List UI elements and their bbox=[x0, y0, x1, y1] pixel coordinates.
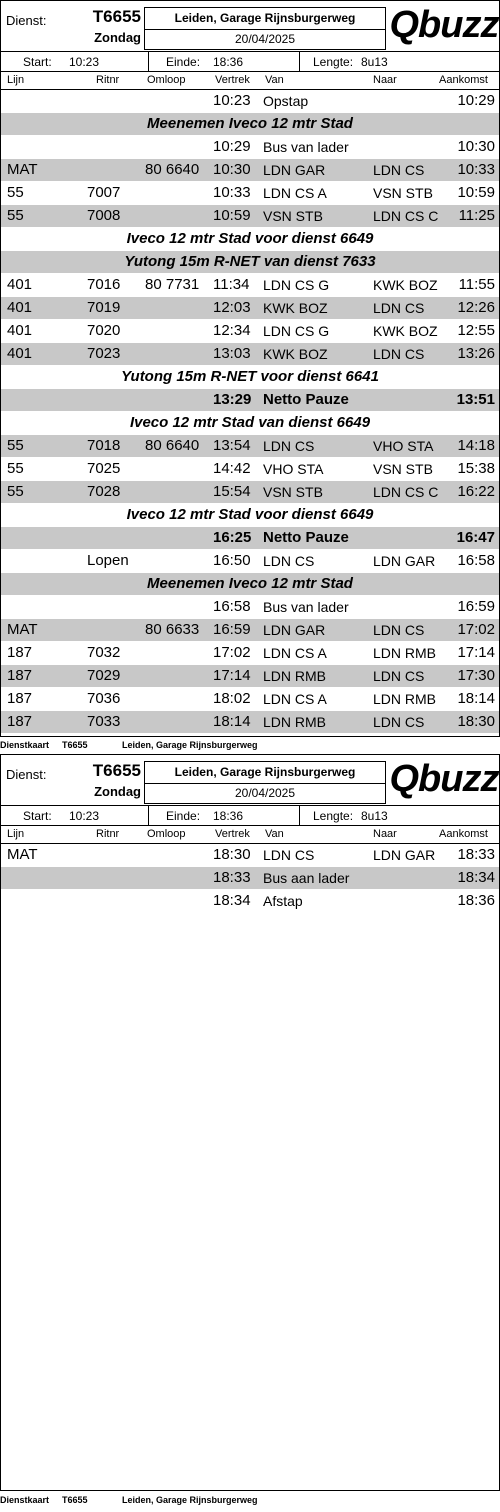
cell-vertrek: 10:59 bbox=[213, 207, 251, 224]
vehicle-note-row bbox=[1, 573, 499, 596]
cell-ritnr: 7032 bbox=[87, 644, 121, 661]
vehicle-note-row bbox=[1, 366, 499, 389]
cell-ritnr: 7007 bbox=[87, 184, 121, 201]
cell-aankomst: 12:26 bbox=[457, 299, 495, 316]
cell-van: Afstap bbox=[263, 893, 303, 909]
cell-vertrek: 18:33 bbox=[213, 869, 251, 886]
cell-naar: KWK BOZ bbox=[373, 323, 438, 339]
vehicle-note-text: Meenemen Iveco 12 mtr Stad bbox=[147, 575, 353, 592]
vehicle-note-row bbox=[1, 228, 499, 251]
trip-table bbox=[1, 90, 499, 734]
footer-code: T6655 bbox=[62, 1495, 88, 1505]
column-header-row bbox=[1, 72, 499, 90]
cell-naar: LDN RMB bbox=[373, 691, 437, 707]
cell-lijn: 55 bbox=[7, 184, 24, 201]
table-row bbox=[1, 297, 499, 320]
cell-aankomst: 10:30 bbox=[457, 138, 495, 155]
col-lijn: Lijn bbox=[7, 828, 25, 840]
times-divider bbox=[299, 806, 300, 826]
pause-row bbox=[1, 389, 499, 412]
cell-aankomst: 18:14 bbox=[457, 690, 495, 707]
cell-ritnr: 7036 bbox=[87, 690, 121, 707]
trip-table bbox=[1, 844, 499, 913]
dienst-code: T6655 bbox=[92, 761, 141, 780]
cell-van: LDN GAR bbox=[263, 162, 326, 178]
cell-lijn: 187 bbox=[7, 713, 33, 730]
cell-aankomst: 18:36 bbox=[457, 892, 495, 909]
footer-label: Dienstkaart bbox=[0, 740, 50, 750]
table-row bbox=[1, 550, 499, 573]
date-box: 20/04/2025 bbox=[144, 29, 386, 50]
dienstkaart-card bbox=[0, 0, 500, 737]
cell-van: Opstap bbox=[263, 93, 309, 109]
einde-value: 18:36 bbox=[213, 55, 244, 69]
cell-aankomst: 16:59 bbox=[457, 598, 495, 615]
cell-aankomst: 10:33 bbox=[457, 161, 495, 178]
cell-vertrek: 16:50 bbox=[213, 552, 251, 569]
cell-naar: KWK BOZ bbox=[373, 277, 438, 293]
table-row bbox=[1, 182, 499, 205]
cell-lijn: MAT bbox=[7, 621, 38, 638]
table-row bbox=[1, 688, 499, 711]
einde-label: Einde: bbox=[166, 809, 201, 823]
cell-van: VHO STA bbox=[263, 461, 324, 477]
vehicle-note-text: Yutong 15m R-NET van dienst 7633 bbox=[124, 253, 376, 270]
col-van: Van bbox=[265, 74, 284, 86]
cell-aankomst: 18:33 bbox=[457, 846, 495, 863]
table-row bbox=[1, 435, 499, 458]
cell-naar: VHO STA bbox=[373, 438, 434, 454]
cell-naar: VSN STB bbox=[373, 185, 433, 201]
cell-ritnr: 7020 bbox=[87, 322, 121, 339]
cell-van: Bus van lader bbox=[263, 139, 349, 155]
cell-aankomst: 16:58 bbox=[457, 552, 495, 569]
vehicle-note-text: Iveco 12 mtr Stad van dienst 6649 bbox=[129, 414, 371, 431]
cell-aankomst: 13:51 bbox=[456, 391, 495, 408]
cell-ritnr: 7028 bbox=[87, 483, 121, 500]
cell-vertrek: 11:34 bbox=[213, 276, 250, 293]
table-row bbox=[1, 844, 499, 867]
cell-aankomst: 13:26 bbox=[457, 345, 495, 362]
cell-omloop: 80 7731 bbox=[145, 276, 200, 293]
cell-aankomst: 11:25 bbox=[458, 207, 495, 224]
cell-omloop: 80 6640 bbox=[145, 161, 200, 178]
location-box: Leiden, Garage Rijnsburgerweg bbox=[144, 761, 386, 784]
cell-aankomst: 10:59 bbox=[457, 184, 495, 201]
vehicle-note-row bbox=[1, 113, 499, 136]
cell-van: LDN GAR bbox=[263, 622, 326, 638]
cell-van: KWK BOZ bbox=[263, 346, 328, 362]
cell-ritnr: 7033 bbox=[87, 713, 121, 730]
col-van: Van bbox=[265, 828, 284, 840]
cell-vertrek: 16:58 bbox=[213, 598, 251, 615]
dienst-label: Dienst: bbox=[6, 767, 47, 782]
col-lijn: Lijn bbox=[7, 74, 25, 86]
times-divider bbox=[148, 806, 149, 826]
times-bar bbox=[1, 805, 499, 826]
cell-van: LDN CS bbox=[263, 847, 315, 863]
start-label: Start: bbox=[23, 809, 52, 823]
einde-value: 18:36 bbox=[213, 809, 244, 823]
footer-code: T6655 bbox=[62, 740, 88, 750]
cell-van: LDN CS bbox=[263, 438, 315, 454]
start-label: Start: bbox=[23, 55, 52, 69]
cell-lijn: 55 bbox=[7, 437, 24, 454]
cell-lijn: 55 bbox=[7, 460, 24, 477]
table-row bbox=[1, 343, 499, 366]
cell-aankomst: 17:02 bbox=[457, 621, 495, 638]
cell-lijn: 187 bbox=[7, 644, 33, 661]
cell-aankomst: 18:30 bbox=[457, 713, 495, 730]
cell-naar: LDN CS C bbox=[373, 208, 439, 224]
date-box: 20/04/2025 bbox=[144, 783, 386, 804]
cell-vertrek: 12:03 bbox=[213, 299, 251, 316]
cell-naar: LDN CS bbox=[373, 622, 425, 638]
card-header bbox=[1, 1, 499, 72]
vehicle-note-row bbox=[1, 504, 499, 527]
start-value: 10:23 bbox=[69, 55, 100, 69]
dienst-label: Dienst: bbox=[6, 13, 47, 28]
cell-van: LDN CS G bbox=[263, 323, 330, 339]
cell-naar: LDN CS bbox=[373, 668, 425, 684]
dienst-day: Zondag bbox=[94, 30, 141, 45]
qbuzz-logo: Qbuzz bbox=[389, 4, 499, 46]
cell-vertrek: 18:30 bbox=[213, 846, 251, 863]
cell-aankomst: 12:55 bbox=[457, 322, 495, 339]
cell-aankomst: 16:22 bbox=[457, 483, 495, 500]
table-row bbox=[1, 90, 499, 113]
table-row bbox=[1, 136, 499, 159]
cell-van: LDN CS A bbox=[263, 185, 327, 201]
cell-naar: LDN GAR bbox=[373, 553, 436, 569]
table-row bbox=[1, 481, 499, 504]
cell-vertrek: 17:02 bbox=[213, 644, 251, 661]
cell-aankomst: 16:47 bbox=[456, 529, 495, 546]
vehicle-note-text: Yutong 15m R-NET voor dienst 6641 bbox=[121, 368, 379, 385]
cell-vertrek: 18:34 bbox=[213, 892, 251, 909]
col-omloop: Omloop bbox=[147, 828, 186, 840]
lengte-value: 8u13 bbox=[361, 55, 388, 69]
cell-vertrek: 12:34 bbox=[213, 322, 251, 339]
cell-vertrek: 10:30 bbox=[213, 161, 251, 178]
table-row bbox=[1, 458, 499, 481]
cell-vertrek: 18:14 bbox=[213, 713, 251, 730]
table-row bbox=[1, 619, 499, 642]
cell-ritnr: 7025 bbox=[87, 460, 121, 477]
table-row bbox=[1, 665, 499, 688]
table-row bbox=[1, 711, 499, 734]
cell-aankomst: 14:18 bbox=[457, 437, 495, 454]
card-header bbox=[1, 755, 499, 826]
cell-aankomst: 11:55 bbox=[458, 276, 495, 293]
cell-ritnr: 7018 bbox=[87, 437, 121, 454]
vehicle-note-row bbox=[1, 412, 499, 435]
cell-naar: LDN CS bbox=[373, 162, 425, 178]
cell-van: Bus aan lader bbox=[263, 870, 350, 886]
cell-naar: VSN STB bbox=[373, 461, 433, 477]
cell-van: VSN STB bbox=[263, 208, 323, 224]
times-bar bbox=[1, 51, 499, 72]
cell-naar: LDN GAR bbox=[373, 847, 436, 863]
einde-label: Einde: bbox=[166, 55, 201, 69]
cell-vertrek: 14:42 bbox=[213, 460, 251, 477]
cell-omloop: 80 6633 bbox=[145, 621, 200, 638]
cell-omloop: 80 6640 bbox=[145, 437, 200, 454]
cell-ritnr: Lopen bbox=[87, 552, 129, 569]
lengte-label: Lengte: bbox=[313, 55, 354, 69]
cell-vertrek: 13:54 bbox=[213, 437, 251, 454]
cell-ritnr: 7029 bbox=[87, 667, 121, 684]
cell-vertrek: 18:02 bbox=[213, 690, 251, 707]
cell-vertrek: 16:59 bbox=[213, 621, 251, 638]
cell-aankomst: 10:29 bbox=[457, 92, 495, 109]
col-ritnr: Ritnr bbox=[96, 828, 120, 840]
col-naar: Naar bbox=[373, 828, 397, 840]
cell-van: LDN RMB bbox=[263, 714, 327, 730]
cell-lijn: 55 bbox=[7, 207, 24, 224]
cell-van: KWK BOZ bbox=[263, 300, 328, 316]
vehicle-note-text: Meenemen Iveco 12 mtr Stad bbox=[147, 115, 353, 132]
cell-lijn: 187 bbox=[7, 667, 33, 684]
times-divider bbox=[148, 52, 149, 72]
dienst-day: Zondag bbox=[94, 784, 141, 799]
cell-van: Netto Pauze bbox=[263, 391, 349, 408]
table-row bbox=[1, 274, 499, 297]
cell-vertrek: 10:33 bbox=[213, 184, 251, 201]
footer-label: Dienstkaart bbox=[0, 1495, 50, 1505]
cell-van: LDN CS bbox=[263, 553, 315, 569]
cell-aankomst: 15:38 bbox=[457, 460, 495, 477]
table-row bbox=[1, 205, 499, 228]
cell-vertrek: 13:29 bbox=[213, 391, 252, 408]
lengte-label: Lengte: bbox=[313, 809, 354, 823]
cell-lijn: 401 bbox=[7, 276, 33, 293]
cell-vertrek: 15:54 bbox=[213, 483, 251, 500]
cell-lijn: 187 bbox=[7, 690, 33, 707]
col-aankomst: Aankomst bbox=[439, 828, 488, 840]
table-row bbox=[1, 642, 499, 665]
table-row bbox=[1, 867, 499, 890]
vehicle-note-row bbox=[1, 251, 499, 274]
cell-ritnr: 7016 bbox=[87, 276, 121, 293]
cell-van: Netto Pauze bbox=[263, 529, 349, 546]
vehicle-note-text: Iveco 12 mtr Stad voor dienst 6649 bbox=[126, 230, 374, 247]
start-value: 10:23 bbox=[69, 809, 100, 823]
footer-location: Leiden, Garage Rijnsburgerweg bbox=[122, 740, 258, 750]
col-ritnr: Ritnr bbox=[96, 74, 120, 86]
col-omloop: Omloop bbox=[147, 74, 186, 86]
cell-ritnr: 7008 bbox=[87, 207, 121, 224]
cell-ritnr: 7019 bbox=[87, 299, 121, 316]
cell-lijn: 401 bbox=[7, 299, 33, 316]
table-row bbox=[1, 596, 499, 619]
col-naar: Naar bbox=[373, 74, 397, 86]
col-aankomst: Aankomst bbox=[439, 74, 488, 86]
cell-aankomst: 17:30 bbox=[457, 667, 495, 684]
times-divider bbox=[299, 52, 300, 72]
cell-vertrek: 10:23 bbox=[213, 92, 251, 109]
table-row bbox=[1, 159, 499, 182]
cell-van: LDN CS A bbox=[263, 691, 327, 707]
cell-vertrek: 10:29 bbox=[213, 138, 251, 155]
footer-location: Leiden, Garage Rijnsburgerweg bbox=[122, 1495, 258, 1505]
vehicle-note-text: Iveco 12 mtr Stad voor dienst 6649 bbox=[126, 506, 374, 523]
cell-van: LDN CS A bbox=[263, 645, 327, 661]
col-vertrek: Vertrek bbox=[215, 74, 250, 86]
dienst-code: T6655 bbox=[92, 7, 141, 26]
cell-vertrek: 16:25 bbox=[213, 529, 252, 546]
cell-lijn: 401 bbox=[7, 322, 33, 339]
cell-aankomst: 17:14 bbox=[457, 644, 495, 661]
col-vertrek: Vertrek bbox=[215, 828, 250, 840]
cell-van: LDN CS G bbox=[263, 277, 330, 293]
cell-van: VSN STB bbox=[263, 484, 323, 500]
cell-lijn: MAT bbox=[7, 161, 38, 178]
cell-naar: LDN CS bbox=[373, 346, 425, 362]
cell-vertrek: 17:14 bbox=[213, 667, 251, 684]
cell-naar: LDN CS bbox=[373, 714, 425, 730]
cell-ritnr: 7023 bbox=[87, 345, 121, 362]
cell-naar: LDN CS bbox=[373, 300, 425, 316]
pause-row bbox=[1, 527, 499, 550]
location-box: Leiden, Garage Rijnsburgerweg bbox=[144, 7, 386, 30]
cell-lijn: MAT bbox=[7, 846, 38, 863]
qbuzz-logo: Qbuzz bbox=[389, 758, 499, 800]
cell-lijn: 401 bbox=[7, 345, 33, 362]
cell-lijn: 55 bbox=[7, 483, 24, 500]
table-row bbox=[1, 320, 499, 343]
cell-van: Bus van lader bbox=[263, 599, 349, 615]
column-header-row bbox=[1, 826, 499, 844]
cell-vertrek: 13:03 bbox=[213, 345, 251, 362]
dienstkaart-card bbox=[0, 754, 500, 1491]
cell-naar: LDN CS C bbox=[373, 484, 439, 500]
table-row bbox=[1, 890, 499, 913]
lengte-value: 8u13 bbox=[361, 809, 388, 823]
cell-naar: LDN RMB bbox=[373, 645, 437, 661]
cell-van: LDN RMB bbox=[263, 668, 327, 684]
cell-aankomst: 18:34 bbox=[457, 869, 495, 886]
